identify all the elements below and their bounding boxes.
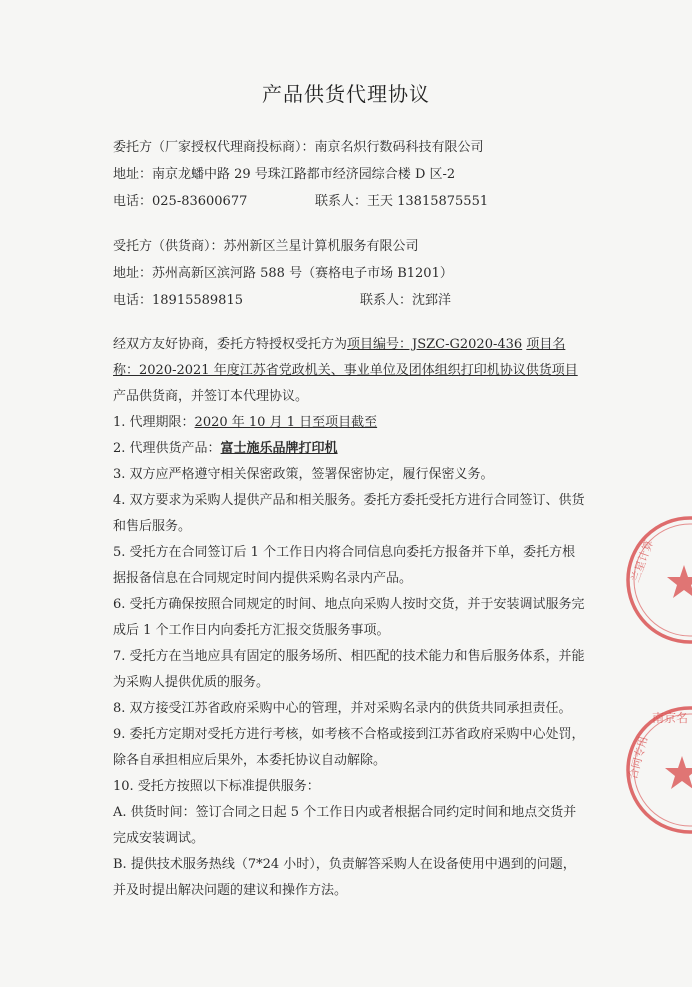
intro-text-after: 产品供货商，并签订本代理协议。 bbox=[113, 389, 309, 404]
party-a-contact: 联系人：王天 13815875551 bbox=[315, 194, 489, 209]
intro-text: 经双方友好协商，委托方特授权受托方为 bbox=[113, 337, 348, 352]
svg-text:兰星计算: 兰星计算 bbox=[628, 538, 656, 585]
party-b-contact: 联系人：沈郅洋 bbox=[360, 293, 452, 308]
clause-9: 9. 委托方定期对受托方进行考核，如考核不合格或接到江苏省政府采购中心处罚，除各自承担相应后果外，本委托协议自动解除。 bbox=[113, 727, 585, 768]
clause-1-label: 1. 代理期限： bbox=[113, 415, 195, 430]
party-a-name: 委托方（厂家授权代理商投标商）：南京名炽行数码科技有限公司 bbox=[113, 140, 484, 155]
clause-10-a: A. 供货时间：签订合同之日起 5 个工作日内或者根据合同约定时间和地点交货并完成安装调试。 bbox=[113, 805, 577, 846]
clause-10: 10. 受托方按照以下标准提供服务： bbox=[113, 779, 320, 794]
clause-1 bbox=[113, 410, 585, 436]
project-number: 项目编号：JSZC-G2020-436 bbox=[347, 337, 523, 352]
party-b-name: 受托方（供货商）：苏州新区兰星计算机服务有限公司 bbox=[113, 239, 419, 254]
document-title: 产品供货代理协议 bbox=[262, 82, 430, 106]
clause-2-label: 2. 代理供货产品： bbox=[113, 441, 221, 456]
company-seal-lanxing bbox=[612, 505, 692, 655]
clause-6: 6. 受托方确保按照合同规定的时间、地点向采购人按时交货，并于安装调试服务完成后 1 个工作日内向委托方汇报交货服务事项。 bbox=[113, 597, 585, 638]
contract-seal-mingchixing bbox=[612, 700, 692, 840]
party-a-phone: 电话：025-83600677 bbox=[113, 194, 248, 209]
clause-7: 7. 受托方在当地应具有固定的服务场所、相匹配的技术能力和售后服务体系，并能为采购人提供优质的服务。 bbox=[113, 649, 585, 690]
clause-2 bbox=[113, 436, 585, 462]
clause-8: 8. 双方接受江苏省政府采购中心的管理，并对采购名录内的供货共同承担责任。 bbox=[113, 701, 572, 716]
svg-text:合同专用: 合同专用 bbox=[626, 734, 651, 781]
clause-3: 3. 双方应严格遵守相关保密政策，签署保密协定，履行保密义务。 bbox=[113, 467, 494, 482]
party-a-address: 地址：南京龙蟠中路 29 号珠江路都市经济园综合楼 D 区-2 bbox=[113, 167, 456, 182]
party-b-address: 地址：苏州高新区滨河路 588 号（赛格电子市场 B1201） bbox=[113, 266, 453, 281]
clause-4: 4. 双方要求为采购人提供产品和相关服务。委托方委托受托方进行合同签订、供货和售后服务。 bbox=[113, 493, 585, 534]
clause-10-b: B. 提供技术服务热线（7*24 小时），负责解答采购人在设备使用中遇到的问题，并及时提出解决问题的建议和操作方法。 bbox=[113, 857, 576, 898]
agency-period: 2020 年 10 月 1 日至项目截至 bbox=[194, 415, 378, 430]
clause-5: 5. 受托方在合同签订后 1 个工作日内将合同信息向委托方报备并下单，委托方根据报备信息在合同规定时间内提供采购名录内产品。 bbox=[113, 545, 576, 586]
svg-text:南京名: 南京名 bbox=[652, 711, 689, 725]
intro-paragraph bbox=[113, 332, 585, 410]
party-b-phone: 电话：18915589815 bbox=[113, 293, 243, 308]
agency-product: 富士施乐品牌打印机 bbox=[220, 441, 338, 456]
project-name: 项目名称：2020-2021 年度江苏省党政机关、事业单位及团体组织打印机协议供货项目 bbox=[113, 337, 578, 378]
